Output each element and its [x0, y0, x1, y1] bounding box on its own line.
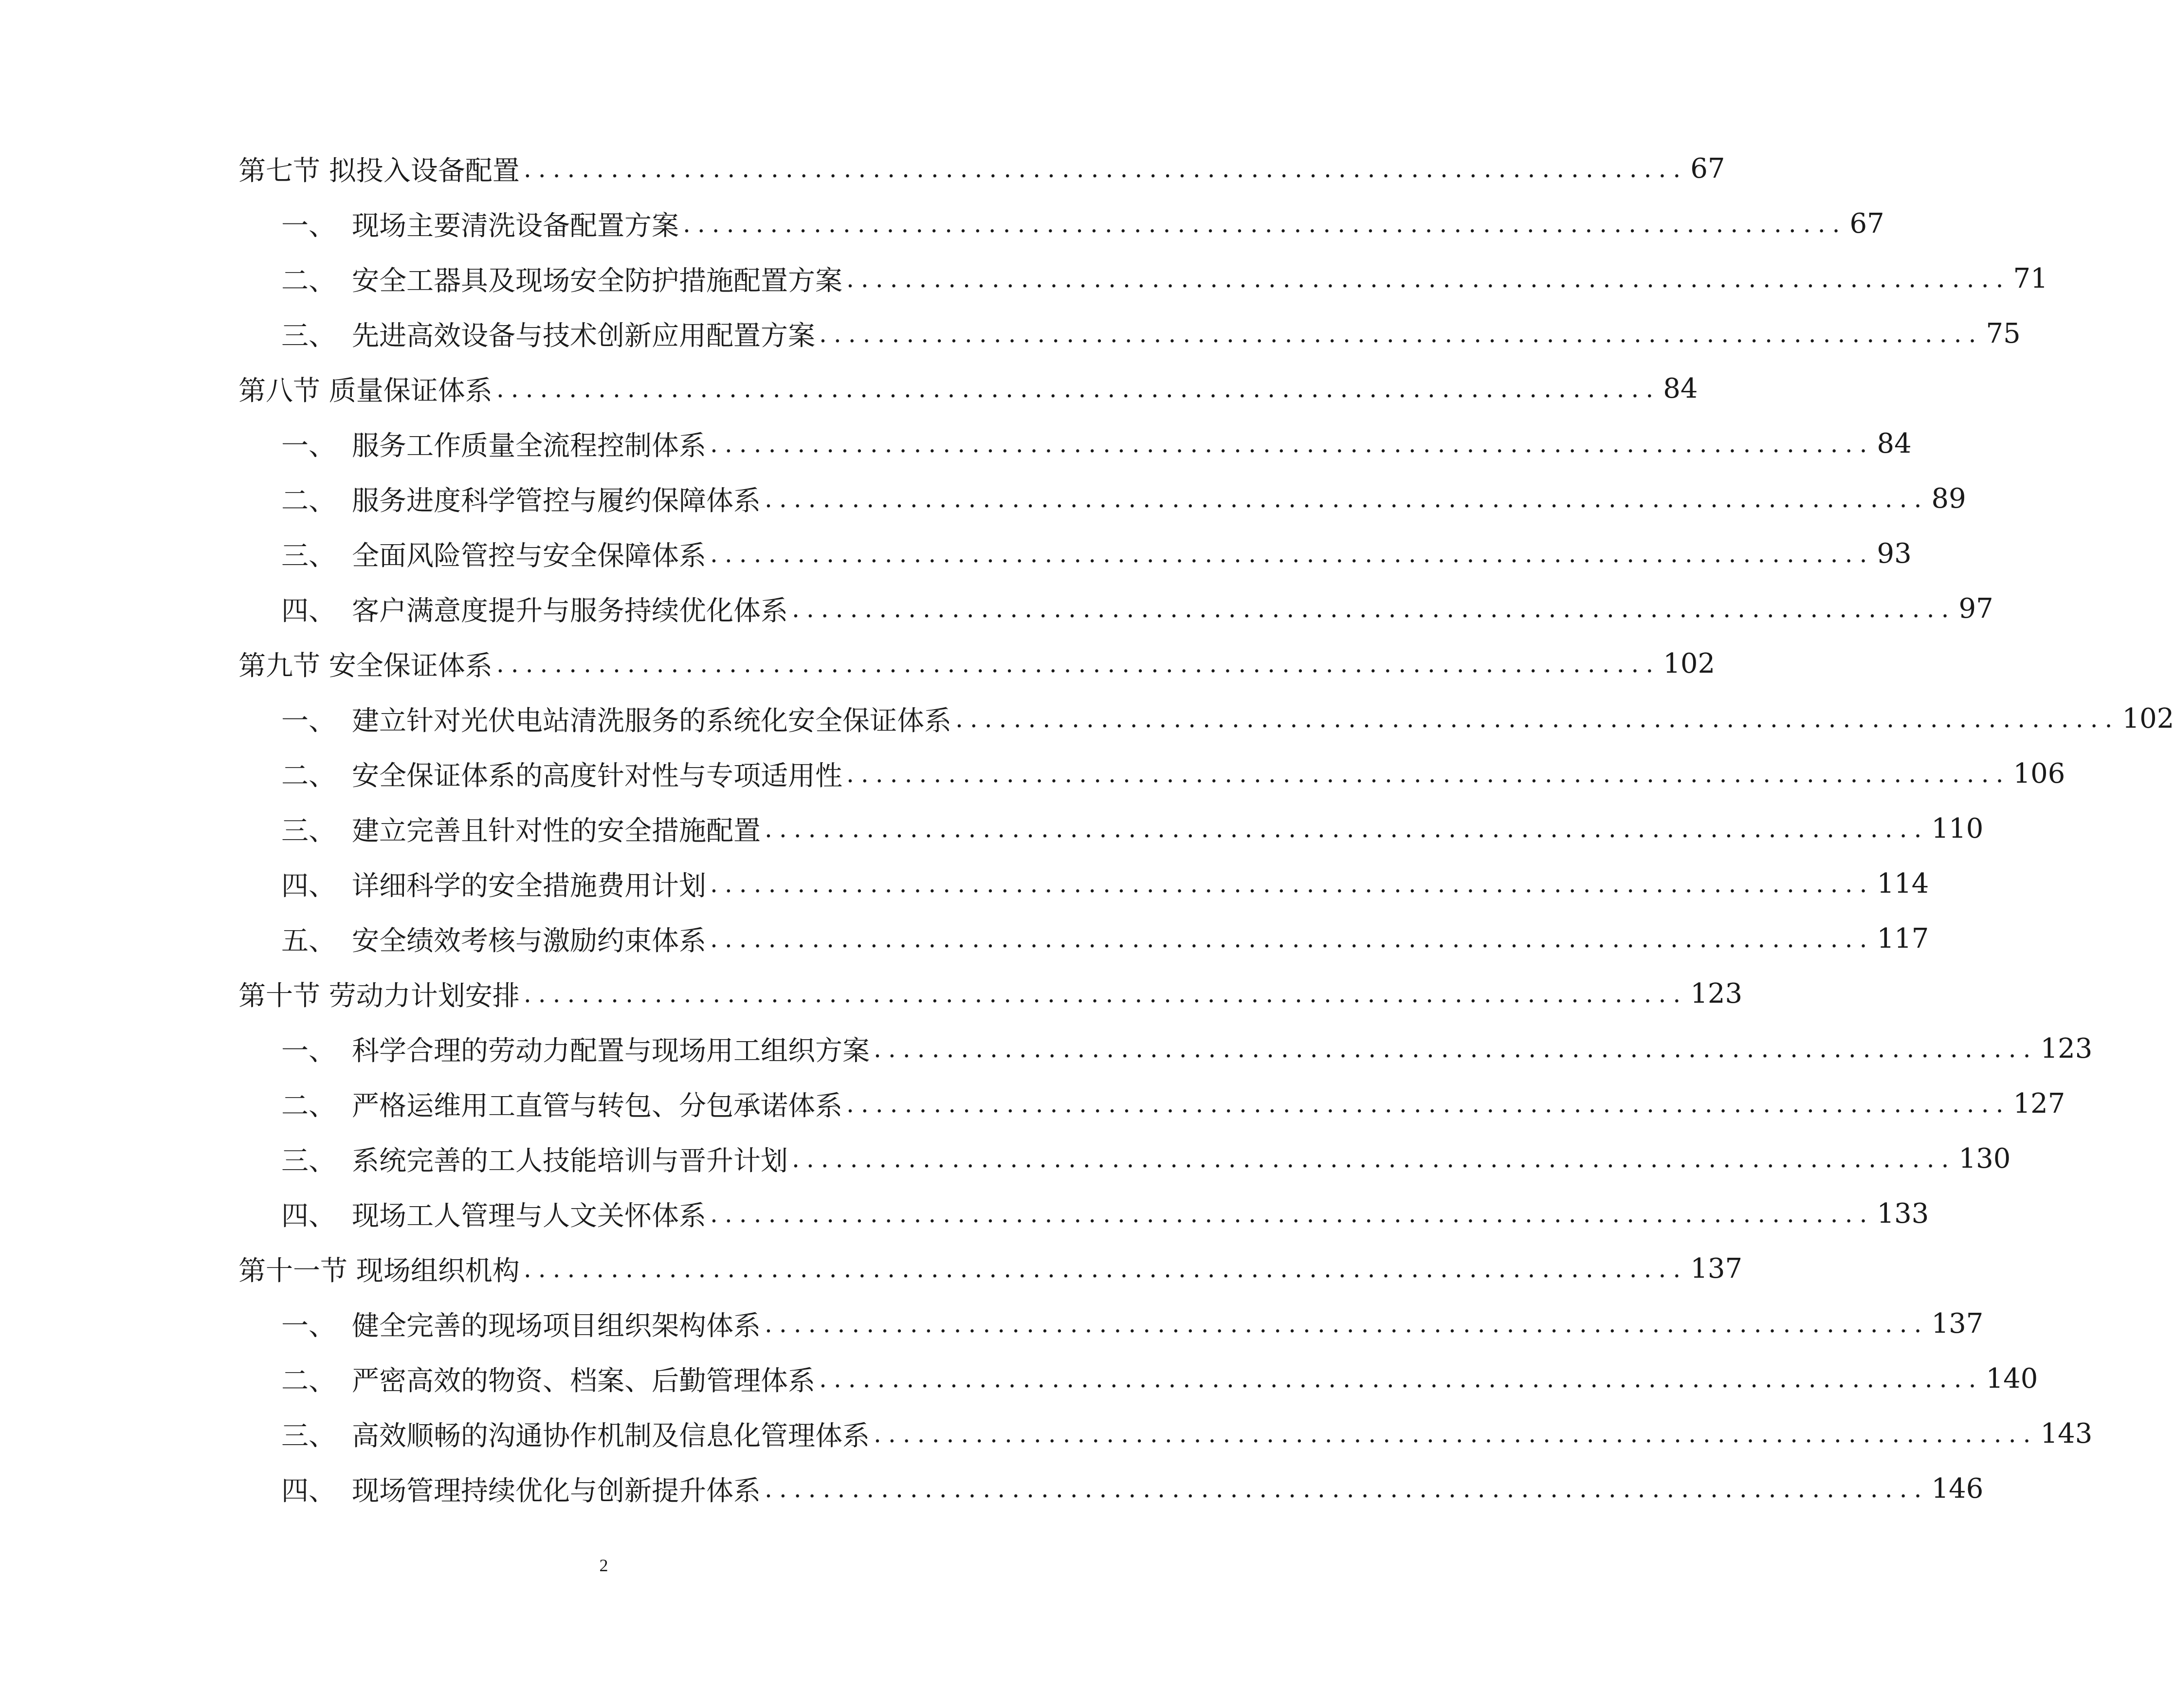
- toc-dot-leader: ................................................................................: [846, 1089, 2010, 1118]
- toc-entry-page-number: 123: [1690, 978, 1743, 1010]
- toc-dot-leader: ................................................................................: [765, 814, 1929, 843]
- toc-entry-page-number: 71: [2013, 263, 2048, 294]
- toc-entry-number: 一、: [281, 210, 336, 242]
- toc-entry-page-number: 117: [1877, 923, 1929, 955]
- toc-entry-page-number: 127: [2013, 1088, 2065, 1120]
- toc-entry-number: 一、: [281, 1310, 336, 1342]
- toc-entry-page-number: 84: [1877, 428, 1912, 459]
- toc-entry-label: 第十一节 现场组织机构: [238, 1255, 520, 1287]
- toc-entry-label: 全面风险管控与安全保障体系: [352, 540, 706, 572]
- toc-entry-number: 三、: [281, 1145, 336, 1177]
- toc-dot-leader: ................................................................................: [874, 1419, 2038, 1448]
- toc-subsection-entry[interactable]: [238, 251, 2048, 306]
- toc-entry-page-number: 137: [1690, 1253, 1743, 1285]
- toc-dot-leader: ................................................................................: [710, 429, 1874, 458]
- toc-entry-label: 现场管理持续优化与创新提升体系: [352, 1475, 761, 1507]
- toc-subsection-entry[interactable]: [238, 1131, 2011, 1186]
- toc-entry-number: 二、: [281, 1365, 336, 1397]
- toc-entry-page-number: 106: [2013, 758, 2065, 790]
- toc-entry-number: 二、: [281, 760, 336, 792]
- toc-subsection-entry[interactable]: [238, 691, 2174, 746]
- toc-entry-number: 三、: [281, 540, 336, 572]
- toc-entry-page-number: 110: [1931, 813, 1984, 845]
- toc-entry-label: 安全绩效考核与激励约束体系: [352, 925, 706, 957]
- toc-dot-leader: ................................................................................: [955, 704, 2119, 733]
- toc-entry-label: 建立针对光伏电站清洗服务的系统化安全保证体系: [352, 705, 951, 737]
- toc-entry-number: 二、: [281, 485, 336, 517]
- toc-entry-page-number: 93: [1877, 538, 1912, 569]
- toc-entry-label: 严格运维用工直管与转包、分包承诺体系: [352, 1090, 842, 1122]
- toc-entry-label: 服务工作质量全流程控制体系: [352, 430, 706, 462]
- toc-entry-label: 第九节 安全保证体系: [238, 650, 493, 682]
- toc-entry-label: 高效顺畅的沟通协作机制及信息化管理体系: [352, 1420, 870, 1452]
- toc-dot-leader: ................................................................................: [819, 319, 1983, 348]
- toc-subsection-entry[interactable]: [238, 746, 2065, 801]
- toc-dot-leader: ................................................................................: [765, 1474, 1929, 1503]
- toc-section-entry[interactable]: [238, 636, 1716, 691]
- toc-entry-page-number: 102: [1663, 648, 1716, 680]
- toc-dot-leader: ................................................................................: [792, 594, 1956, 623]
- toc-entry-page-number: 133: [1877, 1198, 1929, 1230]
- toc-entry-page-number: 137: [1931, 1308, 1984, 1340]
- toc-dot-leader: ................................................................................: [710, 539, 1874, 568]
- toc-dot-leader: ................................................................................: [710, 924, 1874, 953]
- toc-section-entry[interactable]: [238, 361, 1698, 416]
- toc-entry-number: 三、: [281, 815, 336, 847]
- toc-subsection-entry[interactable]: [238, 856, 1929, 911]
- toc-entry-label: 先进高效设备与技术创新应用配置方案: [352, 320, 815, 352]
- toc-dot-leader: ................................................................................: [792, 1144, 1956, 1173]
- toc-entry-page-number: 67: [1690, 153, 1725, 184]
- toc-entry-number: 三、: [281, 320, 336, 352]
- toc-entry-number: 二、: [281, 1090, 336, 1122]
- toc-entry-page-number: 143: [2040, 1418, 2093, 1450]
- toc-entry-label: 建立完善且针对性的安全措施配置: [352, 815, 761, 847]
- toc-entry-number: 三、: [281, 1420, 336, 1452]
- toc-dot-leader: ................................................................................: [710, 1199, 1874, 1228]
- toc-entry-label: 严密高效的物资、档案、后勤管理体系: [352, 1365, 815, 1397]
- toc-entry-label: 客户满意度提升与服务持续优化体系: [352, 595, 788, 627]
- toc-dot-leader: ................................................................................: [765, 1309, 1929, 1338]
- toc-subsection-entry[interactable]: [238, 1406, 2093, 1461]
- toc-entry-label: 第七节 拟投入设备配置: [238, 155, 520, 187]
- toc-entry-number: 五、: [281, 925, 336, 957]
- toc-entry-number: 四、: [281, 870, 336, 902]
- toc-subsection-entry[interactable]: [238, 306, 2021, 361]
- toc-entry-number: 四、: [281, 1200, 336, 1232]
- toc-dot-leader: ................................................................................: [846, 759, 2010, 788]
- toc-entry-number: 一、: [281, 430, 336, 462]
- toc-entry-label: 第八节 质量保证体系: [238, 375, 493, 407]
- toc-entry-page-number: 75: [1986, 318, 2021, 349]
- toc-entry-page-number: 123: [2040, 1033, 2093, 1065]
- toc-dot-leader: ................................................................................: [819, 1364, 1983, 1393]
- toc-entry-label: 详细科学的安全措施费用计划: [352, 870, 706, 902]
- toc-subsection-entry[interactable]: [238, 1296, 1984, 1351]
- toc-entry-page-number: 97: [1958, 593, 1993, 624]
- toc-entry-page-number: 130: [1958, 1143, 2011, 1175]
- toc-subsection-entry[interactable]: [238, 471, 1966, 526]
- toc-entry-page-number: 89: [1931, 483, 1966, 514]
- toc-subsection-entry[interactable]: [238, 1186, 1929, 1241]
- table-of-contents: [238, 141, 2174, 1516]
- toc-entry-page-number: 140: [1986, 1363, 2038, 1395]
- toc-entry-page-number: 84: [1663, 373, 1698, 404]
- toc-subsection-entry[interactable]: [238, 911, 1929, 966]
- toc-entry-label: 科学合理的劳动力配置与现场用工组织方案: [352, 1035, 870, 1067]
- toc-dot-leader: ................................................................................: [523, 154, 1688, 183]
- toc-entry-label: 健全完善的现场项目组织架构体系: [352, 1310, 761, 1342]
- toc-entry-label: 系统完善的工人技能培训与晋升计划: [352, 1145, 788, 1177]
- toc-entry-label: 服务进度科学管控与履约保障体系: [352, 485, 761, 517]
- toc-entry-page-number: 102: [2122, 703, 2174, 735]
- toc-section-entry[interactable]: [238, 141, 1725, 196]
- toc-section-entry[interactable]: [238, 1241, 1743, 1296]
- toc-entry-label: 安全工器具及现场安全防护措施配置方案: [352, 265, 842, 297]
- toc-entry-label: 现场工人管理与人文关怀体系: [352, 1200, 706, 1232]
- toc-entry-page-number: 114: [1877, 868, 1929, 900]
- toc-subsection-entry[interactable]: [238, 1461, 1984, 1516]
- toc-entry-number: 一、: [281, 705, 336, 737]
- toc-dot-leader: ................................................................................: [523, 1254, 1688, 1283]
- toc-entry-label: 安全保证体系的高度针对性与专项适用性: [352, 760, 842, 792]
- toc-dot-leader: ................................................................................: [846, 264, 2010, 293]
- toc-entry-label: 现场主要清洗设备配置方案: [352, 210, 679, 242]
- toc-entry-number: 四、: [281, 1475, 336, 1507]
- toc-subsection-entry[interactable]: [238, 416, 1912, 471]
- toc-subsection-entry[interactable]: [238, 196, 1884, 251]
- toc-dot-leader: ................................................................................: [874, 1034, 2038, 1063]
- toc-subsection-entry[interactable]: [238, 581, 1993, 636]
- toc-dot-leader: ................................................................................: [496, 649, 1661, 678]
- toc-section-entry[interactable]: [238, 966, 1743, 1021]
- toc-dot-leader: ................................................................................: [710, 869, 1874, 898]
- toc-entry-number: 四、: [281, 595, 336, 627]
- page-number-footer: 2: [599, 1556, 608, 1575]
- toc-entry-number: 一、: [281, 1035, 336, 1067]
- toc-entry-page-number: 67: [1849, 208, 1884, 239]
- toc-dot-leader: ................................................................................: [523, 979, 1688, 1008]
- toc-subsection-entry[interactable]: [238, 526, 1912, 581]
- toc-subsection-entry[interactable]: [238, 1076, 2065, 1131]
- toc-entry-page-number: 146: [1931, 1473, 1984, 1505]
- toc-dot-leader: ................................................................................: [683, 209, 1847, 238]
- toc-subsection-entry[interactable]: [238, 801, 1984, 856]
- toc-dot-leader: ................................................................................: [496, 374, 1661, 403]
- toc-entry-label: 第十节 劳动力计划安排: [238, 980, 520, 1012]
- toc-subsection-entry[interactable]: [238, 1351, 2038, 1406]
- toc-entry-number: 二、: [281, 265, 336, 297]
- toc-subsection-entry[interactable]: [238, 1021, 2093, 1076]
- toc-dot-leader: ................................................................................: [765, 484, 1929, 513]
